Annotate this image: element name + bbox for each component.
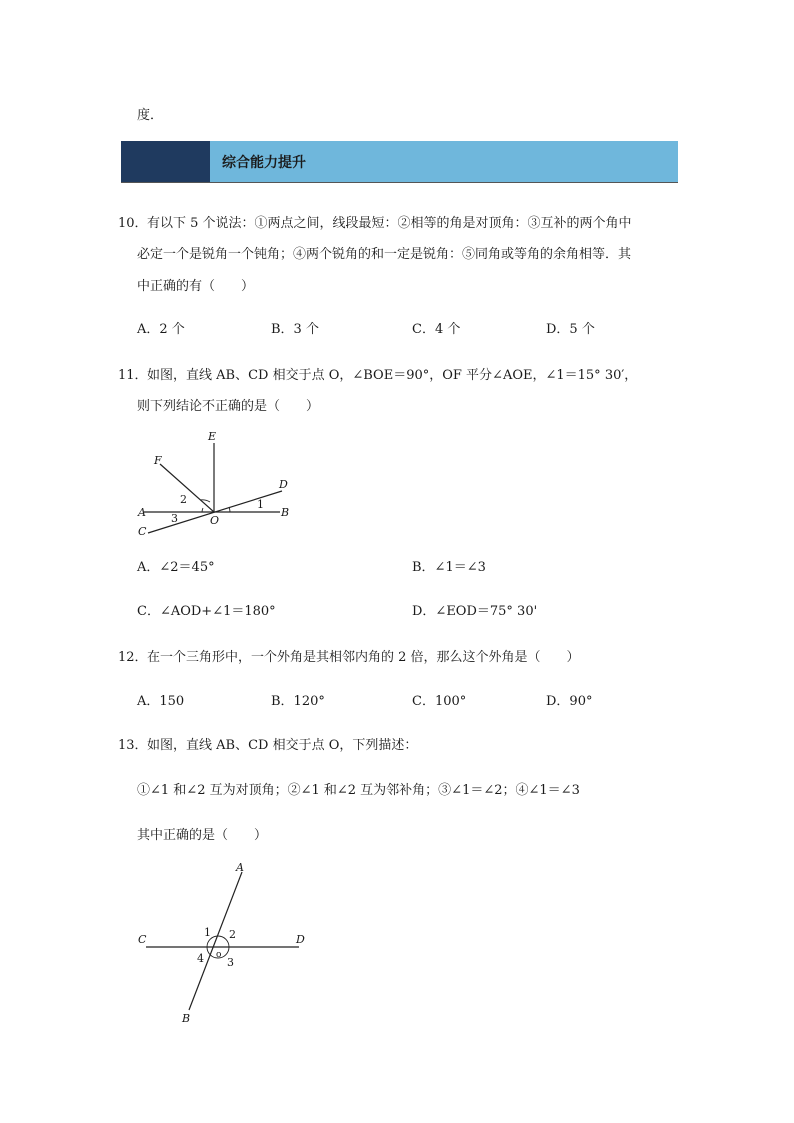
label-c: C bbox=[138, 525, 147, 538]
q13-number: 13． bbox=[118, 738, 148, 753]
label-b: B bbox=[281, 506, 290, 519]
q12-option-a: A．150 bbox=[137, 694, 185, 709]
q10-option-a: A．2 个 bbox=[137, 322, 185, 337]
q10-line3: 中正确的有（ ） bbox=[137, 279, 255, 294]
section-banner bbox=[121, 141, 678, 183]
label-d: D bbox=[279, 478, 288, 491]
q11-option-c: C．∠AOD+∠1＝180° bbox=[137, 604, 276, 619]
q10-option-d: D．5 个 bbox=[546, 322, 595, 337]
q10-line2: 必定一个是锐角一个钝角；④两个锐角的和一定是锐角：⑤同角或等角的余角相等．其 bbox=[137, 247, 632, 262]
q13-line3: 其中正确的是（ ） bbox=[137, 828, 268, 843]
q11-line2: 则下列结论不正确的是（ ） bbox=[137, 399, 320, 414]
top-fragment-text: 度． bbox=[137, 108, 164, 123]
q11-number: 11． bbox=[118, 368, 148, 383]
q13-line2: ①∠1 和∠2 互为对顶角；②∠1 和∠2 互为邻补角；③∠1＝∠2；④∠1＝∠3 bbox=[137, 783, 580, 798]
q12-option-c: C．100° bbox=[412, 694, 467, 709]
label-angle-2: 2 bbox=[180, 493, 187, 506]
label-o: o bbox=[216, 950, 222, 960]
q10-option-b: B．3 个 bbox=[271, 322, 319, 337]
label-e: E bbox=[208, 430, 217, 443]
q12-number: 12． bbox=[118, 650, 148, 665]
label-angle-1: 1 bbox=[257, 498, 264, 511]
q10-number: 10． bbox=[118, 216, 148, 231]
q12-option-d: D．90° bbox=[546, 694, 593, 709]
label-angle-3: 3 bbox=[171, 512, 178, 525]
q10-line1: 有以下 5 个说法：①两点之间，线段最短：②相等的角是对顶角：③互补的两个角中 bbox=[147, 216, 632, 231]
q11-line1: 如图，直线 AB、CD 相交于点 O，∠BOE＝90°，OF 平分∠AOE，∠1＝15° 30′， bbox=[147, 368, 638, 383]
section-title: 综合能力提升 bbox=[222, 155, 306, 171]
label-a: A bbox=[236, 861, 244, 874]
angle-3-arc bbox=[202, 508, 203, 512]
q13-figure bbox=[130, 856, 320, 1031]
label-angle-1: 1 bbox=[204, 926, 211, 939]
label-o: O bbox=[210, 514, 220, 527]
q11-option-a: A．∠2＝45° bbox=[137, 560, 215, 575]
q11-figure bbox=[130, 426, 310, 538]
label-c: C bbox=[138, 933, 147, 946]
label-angle-4: 4 bbox=[197, 952, 204, 965]
q10-option-c: C．4 个 bbox=[412, 322, 461, 337]
line-ab bbox=[189, 872, 242, 1010]
banner-dark-block bbox=[121, 141, 210, 182]
q11-option-b: B．∠1＝∠3 bbox=[412, 560, 486, 575]
q11-option-d: D．∠EOD＝75° 30' bbox=[412, 604, 538, 619]
q12-option-b: B．120° bbox=[271, 694, 325, 709]
q12-line1: 在一个三角形中，一个外角是其相邻内角的 2 倍，那么这个外角是（ ） bbox=[147, 650, 580, 665]
label-d: D bbox=[296, 933, 305, 946]
label-f: F bbox=[154, 454, 162, 467]
line-of bbox=[160, 464, 214, 512]
q13-line1: 如图，直线 AB、CD 相交于点 O，下列描述： bbox=[147, 738, 418, 753]
label-a: A bbox=[138, 506, 146, 519]
label-angle-2: 2 bbox=[229, 928, 236, 941]
label-b: B bbox=[182, 1012, 191, 1025]
label-angle-3: 3 bbox=[227, 956, 234, 969]
